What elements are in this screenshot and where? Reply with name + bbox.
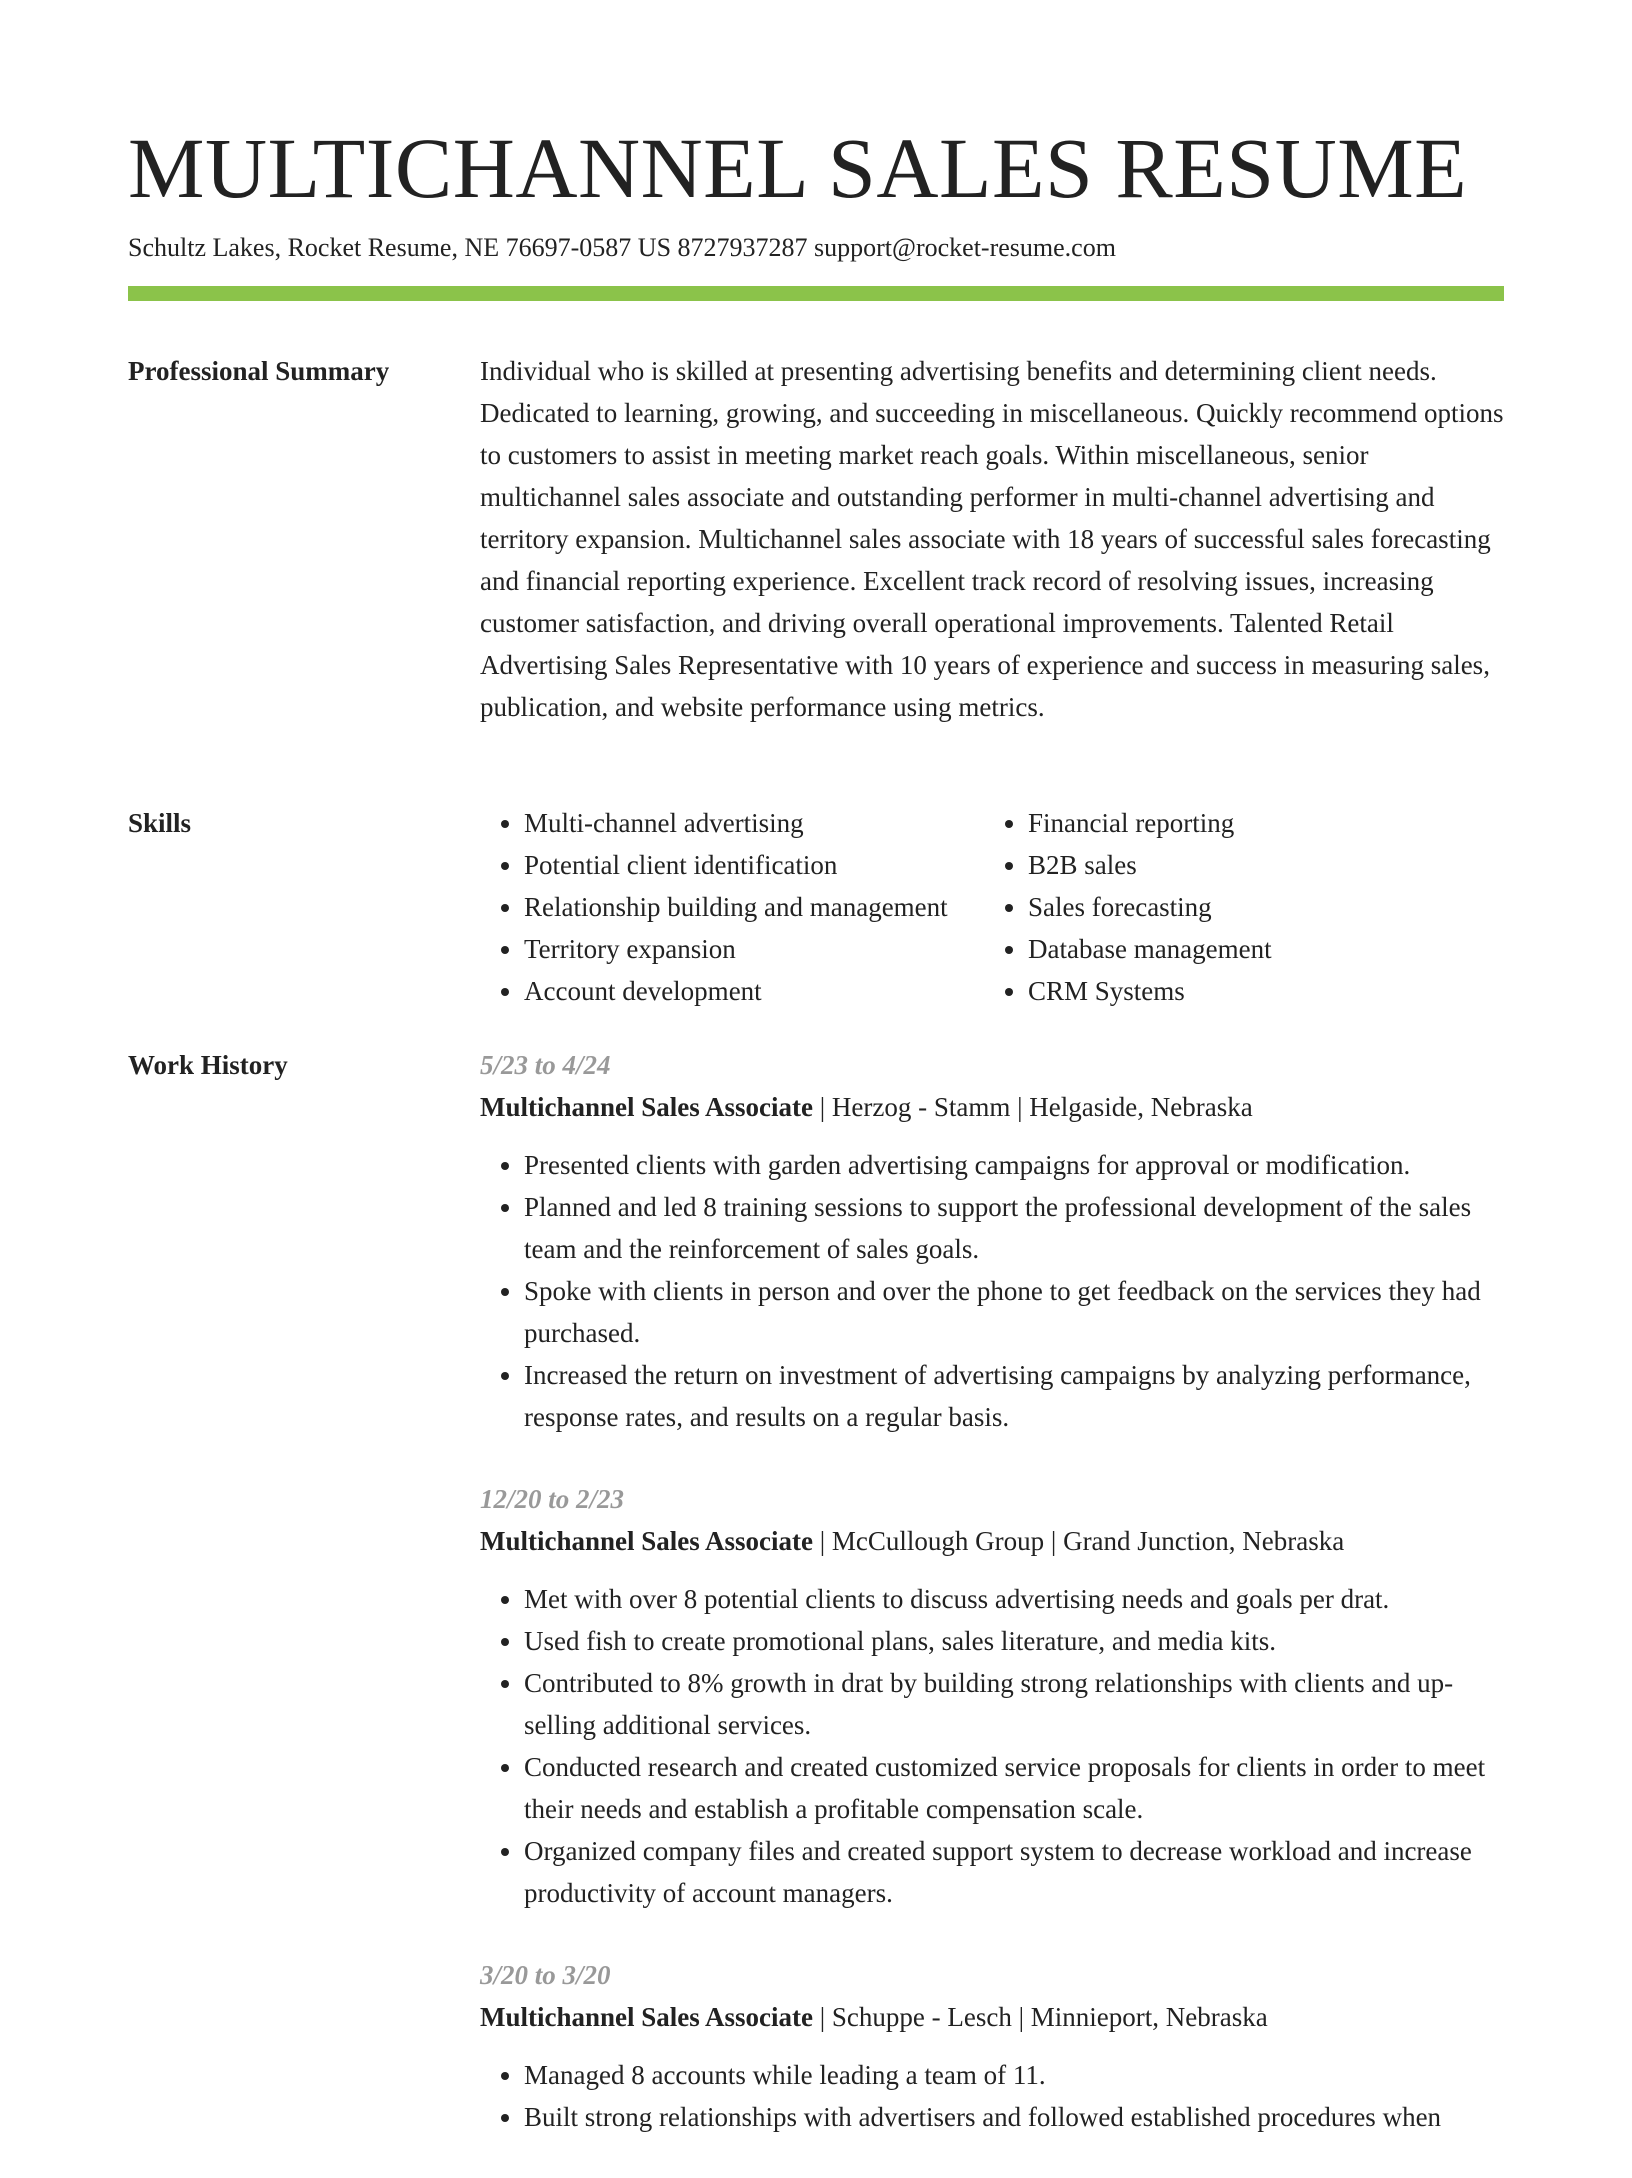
contact-line: [128, 230, 1116, 266]
job-bullet: • Organized company files and created support system to decrease workload and increase productivity of account managers.: [524, 1830, 1504, 1914]
job-title: Multichannel Sales Associate: [480, 2002, 814, 2032]
skill-item: • CRM Systems: [1028, 970, 1488, 1012]
job-bullet: • Presented clients with garden advertising campaigns for approval or modification.: [524, 1144, 1504, 1186]
job-title: Multichannel Sales Associate: [480, 1092, 814, 1122]
contact-email: support@rocket-resume.com: [814, 233, 1116, 262]
job-bullet: • Spoke with clients in person and over the phone to get feedback on the services they had purchased.: [524, 1270, 1504, 1354]
job-bullets: [480, 2054, 1504, 2138]
job-employer-location: | McCullough Group | Grand Junction, Nebraska: [813, 1526, 1345, 1556]
job-title: Multichannel Sales Associate: [480, 1526, 814, 1556]
skill-item: • Territory expansion: [524, 928, 984, 970]
job-dates: 3/20 to 3/20: [480, 1960, 611, 1990]
skill-item: • Multi-channel advertising: [524, 802, 984, 844]
job-bullet: • Managed 8 accounts while leading a team of 11.: [524, 2054, 1504, 2096]
job-employer-location: | Herzog - Stamm | Helgaside, Nebraska: [813, 1092, 1253, 1122]
job-bullet: • Increased the return on investment of advertising campaigns by analyzing performance, response rates, and results on a regular basis.: [524, 1354, 1504, 1438]
summary-heading: Professional Summary: [128, 356, 390, 386]
skill-item: • Database management: [1028, 928, 1488, 970]
skills-body: [480, 802, 1504, 1012]
skill-item: • B2B sales: [1028, 844, 1488, 886]
resume-title: MULTICHANNEL SALES RESUME: [128, 120, 1468, 216]
job-dates: 12/20 to 2/23: [480, 1484, 625, 1514]
job-bullets: [480, 1578, 1504, 1914]
job-entry: [480, 1954, 1504, 2138]
job-heading: [480, 1996, 1504, 2038]
skills-list-left: [480, 802, 984, 1012]
skill-item: • Account development: [524, 970, 984, 1012]
contact-address: Schultz Lakes, Rocket Resume, NE 76697-0587 US: [128, 233, 672, 262]
work-history-body: [480, 1044, 1504, 2178]
skill-item: • Relationship building and management: [524, 886, 984, 928]
summary-body: [480, 350, 1504, 728]
header-divider: [128, 286, 1504, 301]
job-entry: [480, 1478, 1504, 1914]
skill-item: • Financial reporting: [1028, 802, 1488, 844]
skills-heading: Skills: [128, 808, 192, 838]
job-heading: [480, 1520, 1504, 1562]
contact-phone: 8727937287: [677, 233, 808, 262]
skill-item: • Sales forecasting: [1028, 886, 1488, 928]
job-bullet: • Built strong relationships with advertisers and followed established procedures when: [524, 2096, 1504, 2138]
job-entry: [480, 1044, 1504, 1438]
job-bullet: • Conducted research and created customized service proposals for clients in order to meet their needs and establish a profitable compensation scale.: [524, 1746, 1504, 1830]
job-bullet: • Contributed to 8% growth in drat by building strong relationships with clients and up-selling additional services.: [524, 1662, 1504, 1746]
work-history-heading: Work History: [128, 1050, 288, 1080]
job-bullet: • Planned and led 8 training sessions to support the professional development of the sales team and the reinforcement of sales goals.: [524, 1186, 1504, 1270]
job-bullet: • Met with over 8 potential clients to discuss advertising needs and goals per drat.: [524, 1578, 1504, 1620]
job-employer-location: | Schuppe - Lesch | Minnieport, Nebraska: [813, 2002, 1268, 2032]
job-dates: 5/23 to 4/24: [480, 1050, 611, 1080]
skills-list-right: [984, 802, 1488, 1012]
job-bullet: • Used fish to create promotional plans, sales literature, and media kits.: [524, 1620, 1504, 1662]
skill-item: • Potential client identification: [524, 844, 984, 886]
job-heading: [480, 1086, 1504, 1128]
summary-text: Individual who is skilled at presenting advertising benefits and determining client needs. Dedicated to learning, growing, and succeeding in miscellaneous. Quickly recommend options to customers to assist in meeting market reach goals. Within miscellaneous, senior multichannel sales associate and outstanding performer in multi-channel advertising and territory expansion. Multichannel sales associate with 18 years of successful sales forecasting and financial reporting experience. Excellent track record of resolving issues, increasing customer satisfaction, and driving overall operational improvements. Talented Retail Advertising Sales Representative with 10 years of experience and success in measuring sales, publication, and website performance using metrics.: [480, 356, 1504, 722]
job-bullets: [480, 1144, 1504, 1438]
